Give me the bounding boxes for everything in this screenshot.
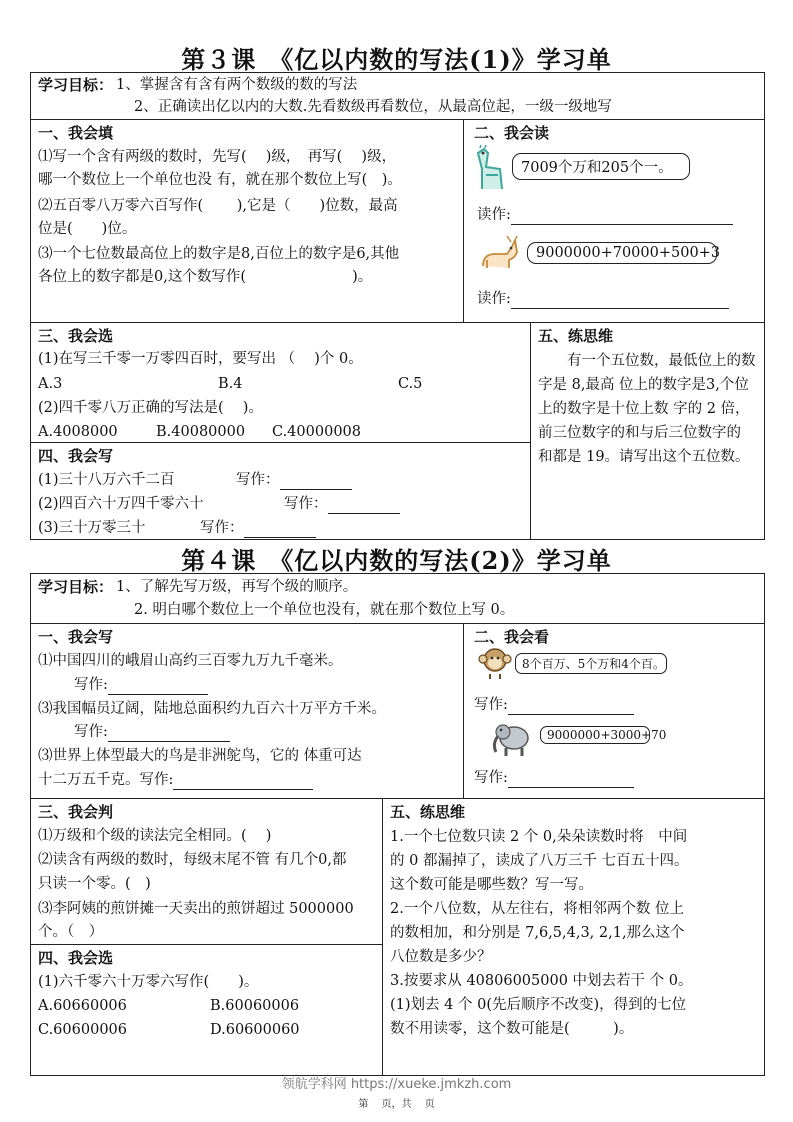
look-heading: 二、我会看: [474, 628, 550, 646]
fill-q3a: ⑶一个七位数最高位上的数字是8,百位上的数字是6,其他: [38, 246, 400, 262]
choose-q1-option-b: B.4: [218, 376, 243, 392]
choose-q2-option-c: C.40000008: [272, 424, 361, 440]
l4-think-line: 1.一个七位数只读 2 个 0,朵朵读数时将 中间: [390, 829, 688, 845]
fill-q2a: ⑵五百零八万零六百写作( ),它是（ )位数，最高: [38, 198, 398, 214]
lesson4-goal-label: 学习目标：: [38, 578, 114, 596]
look-label-2: 写作:: [474, 768, 634, 788]
l4-write-q2: ⑶我国幅员辽阔，陆地总面积约九百六十万平方千米。: [38, 701, 386, 717]
write-q3: (3)三十万零三十: [38, 520, 146, 536]
l4-think-line: 的 0 都漏掉了，读成了八万三千 七百五十四。: [390, 853, 689, 869]
l4-think-line: 的数相加，和分别是 7,6,5,4,3, 2,1,那么这个: [390, 925, 685, 941]
divider: [530, 322, 531, 540]
read-label-1: 读作:: [477, 205, 733, 225]
look-label-1: 写作:: [474, 695, 634, 715]
fill-q2b: 位是( )位。: [38, 221, 137, 237]
monkey-icon: [478, 646, 512, 680]
divider: [30, 322, 765, 323]
l4-think-line: 八位数是多少？: [390, 949, 492, 965]
choose-q1-option-a: A.3: [38, 376, 63, 392]
page-number: 第 页，共 页: [358, 1099, 435, 1110]
choose-q2: (2)四千零八万正确的写法是( )。: [38, 400, 263, 416]
write-q3-answer: 写作：: [200, 518, 316, 538]
dog-icon: [477, 236, 519, 272]
divider: [463, 623, 464, 798]
judge-heading: 三、我会判: [38, 803, 114, 821]
lesson4-goal-1: 1、了解先写万级，再写个级的顺序。: [116, 579, 358, 595]
l4-write-q3a: ⑶世界上体型最大的鸟是非洲鸵鸟，它的 体重可达: [38, 748, 362, 764]
watermark: 领航学科网 https://xueke.jmkzh.com: [281, 1077, 512, 1092]
l4-choose-option-c: C.60600006: [38, 1022, 127, 1038]
choose-q2-option-b: B.40080000: [156, 424, 246, 440]
think-text: 有一个五位数，最低位上的数字是 8,最高 位上的数字是3,个位上的数字是十位上数 字的 2 倍，前三位数字的和与后三位数字的 和都是 19。请写出这个五位数。: [538, 353, 756, 465]
read-bubble-1: 7009个万和205个一。: [512, 153, 690, 180]
read-bubble-2: 9000000+70000+500+3: [527, 242, 717, 264]
l4-write-q2-answer: 写作:: [74, 722, 230, 742]
choose-heading: 三、我会选: [38, 327, 114, 345]
elephant-icon: [490, 720, 534, 758]
write-heading: 四、我会写: [38, 447, 114, 465]
choose-q1-option-c: C.5: [398, 376, 423, 392]
l4-write-q1: ⑴中国四川的峨眉山高约三百零九万九千毫米。: [38, 653, 343, 669]
write-q2-answer: 写作：: [284, 494, 400, 514]
l4-think-line: (1)划去 4 个 0(先后顺序不改变)，得到的七位: [390, 997, 687, 1013]
choose-q2-option-a: A.4008000: [38, 424, 118, 440]
divider: [30, 442, 530, 443]
lesson3-goal-2: 2、正确读出亿以内的大数.先看数级再看数位，从最高位起，一级一级地写: [134, 99, 612, 115]
divider: [30, 798, 765, 799]
fill-q1b: 哪一个数位上一个单位也没 有，就在那个数位上写( )。: [38, 172, 402, 188]
look-bubble-1: 8个百万、5个万和4个百。: [515, 653, 667, 674]
l4-choose-option-a: A.60660006: [38, 998, 127, 1014]
judge-q3b: 个。（ ）: [38, 924, 104, 940]
divider: [30, 119, 765, 120]
lesson3-goal-1: 1、掌握含有含有两个数级的数的写法: [116, 77, 358, 93]
fill-q1a: ⑴写一个含有两级的数时，先写( )级， 再写( )级，: [38, 149, 397, 165]
divider: [382, 798, 383, 1076]
choose-q1: (1)在写三千零一万零四百时，要写出 （ )个 0。: [38, 351, 363, 367]
l4-think-line: 数不用读零，这个数可能是( )。: [390, 1021, 634, 1037]
l4-think-line: 3.按要求从 40806005000 中划去若干 个 0。: [390, 973, 693, 989]
judge-q2a: ⑵读含有两级的数时，每级末尾不管 有几个0,都: [38, 852, 347, 868]
l4-choose-option-b: B.60060006: [210, 998, 300, 1014]
giraffe-icon: [474, 145, 508, 191]
write-q1-answer: 写作：: [236, 470, 352, 490]
divider: [30, 944, 382, 945]
l4-choose-option-d: D.60600060: [210, 1022, 300, 1038]
think-heading: 五、练思维: [538, 327, 614, 345]
read-label-2: 读作:: [477, 289, 729, 309]
write-q2: (2)四百六十万四千零六十: [38, 496, 204, 512]
l4-write-q3b: 十二万五千克。写作:: [38, 770, 313, 790]
fill-q3b: 各位上的数字都是0,这个数写作( )。: [38, 269, 373, 285]
lesson3-title: 第３课 《亿以内数的写法(1)》学习单: [181, 45, 612, 74]
judge-q2b: 只读一个零。( ): [38, 876, 151, 892]
divider: [30, 623, 765, 624]
l4-write-heading: 一、我会写: [38, 628, 114, 646]
l4-choose-heading: 四、我会选: [38, 949, 114, 967]
l4-think-line: 2.一个八位数，从左往右，将相邻两个数 位上: [390, 901, 684, 917]
l4-think-heading: 五、练思维: [390, 803, 466, 821]
l4-think-line: 这个数可能是哪些数？写一写。: [390, 877, 593, 893]
lesson4-goal-2: 2. 明白哪个数位上一个单位也没有，就在那个数位上写 0。: [134, 602, 515, 618]
divider: [463, 119, 464, 322]
fill-heading: 一、我会填: [38, 124, 114, 142]
judge-q3a: ⑶李阿姨的煎饼摊一天卖出的煎饼超过 5000000: [38, 901, 354, 917]
l4-choose-q1: (1)六千零六十万零六写作( )。: [38, 974, 259, 990]
look-bubble-2: 9000000+3000+70: [540, 726, 650, 744]
read-heading: 二、我会读: [474, 124, 550, 142]
lesson3-goal-label: 学习目标：: [38, 76, 114, 94]
write-q1: (1)三十八万六千二百: [38, 472, 175, 488]
l4-write-q1-answer: 写作:: [74, 675, 208, 695]
lesson4-title: 第４课 《亿以内数的写法(2)》学习单: [181, 546, 612, 575]
judge-q1: ⑴万级和个级的读法完全相同。( ): [38, 828, 272, 844]
